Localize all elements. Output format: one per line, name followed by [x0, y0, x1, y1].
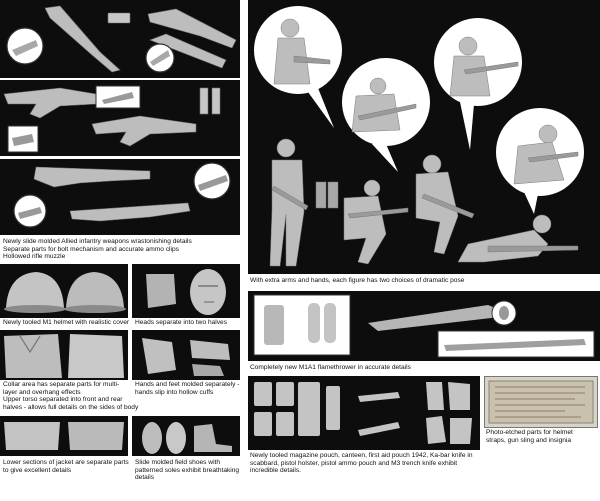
photo-heads: [132, 264, 240, 318]
caption-helmet-text: Newly tooled M1 helmet with realistic cover: [3, 319, 130, 326]
caption-hands-line-1: Hands and feet molded separately -: [135, 381, 240, 388]
caption-figures: [250, 277, 464, 285]
photo-shoes: [132, 416, 240, 456]
caption-gear-line-1: Newly tooled magazine pouch, canteen, first aid pouch 1942, Ka-bar knife in: [250, 452, 473, 459]
photo-flamethrower: [248, 291, 600, 361]
caption-photoetch-line-1: Photo-etched parts for helmet: [486, 429, 573, 436]
caption-hands: [135, 381, 239, 396]
photo-helmet: [0, 264, 128, 318]
photo-collar: [0, 330, 128, 380]
caption-shoes: [135, 459, 239, 482]
photo-jacket: [0, 416, 128, 456]
caption-helmet: [3, 319, 129, 327]
photo-smg-parts: [0, 80, 240, 156]
caption-collar-line-3: Upper torso separated into front and rear: [3, 396, 123, 404]
caption-gear-line-3: incredible details.: [250, 467, 301, 475]
caption-collar: [3, 381, 138, 411]
caption-weapons-line-2: Separate parts for bolt mechanism and accurate ammo clips: [3, 245, 179, 253]
caption-gear: [250, 452, 473, 475]
caption-jacket-line-1: Lower sections of jacket are separate parts: [3, 459, 129, 466]
caption-photoetch: [486, 429, 573, 444]
photo-hands: [132, 330, 240, 380]
caption-weapons: [3, 238, 243, 261]
photo-etched-fret: [484, 376, 598, 428]
caption-gear-line-2: scabbard, pistol holster, pistol ammo pouch and M3 trench knife exhibit: [250, 459, 458, 467]
caption-heads-text: Heads separate into two halves: [135, 319, 228, 326]
caption-weapons-line-1: Newly slide molded Allied infantry weapons w/astonishing details: [3, 238, 192, 245]
caption-figures-text: With extra arms and hands, each figure has two choices of dramatic pose: [250, 277, 465, 284]
caption-collar-line-2: layer and overhang effects: [3, 388, 81, 396]
caption-jacket-line-2: to give excellent details: [3, 466, 72, 474]
photo-figures: [248, 0, 600, 274]
caption-shoes-line-1: Slide molded field shoes with: [135, 459, 221, 466]
caption-flamethrower-text: Completely new M1A1 flamethrower in accurate details: [250, 364, 411, 371]
photo-rifle-parts: [0, 0, 240, 78]
caption-weapons-line-3: Hollowed rifle muzzle: [3, 253, 66, 261]
caption-hands-line-2: hands slip into hollow cuffs: [135, 388, 214, 396]
caption-photoetch-line-2: straps, gun sling and insignia: [486, 436, 572, 444]
caption-shoes-line-2: patterned soles exhibit breathtaking: [135, 466, 240, 474]
caption-flamethrower: [250, 364, 411, 372]
caption-heads: [135, 319, 227, 327]
caption-collar-line-1: Collar area has separate parts for multi-: [3, 381, 120, 388]
photo-carbine: [0, 159, 240, 235]
caption-jacket: [3, 459, 129, 474]
caption-shoes-line-3: details: [135, 474, 155, 482]
caption-collar-line-4: halves - allows full details on the sides of body: [3, 403, 139, 411]
photo-gear: [248, 376, 480, 450]
